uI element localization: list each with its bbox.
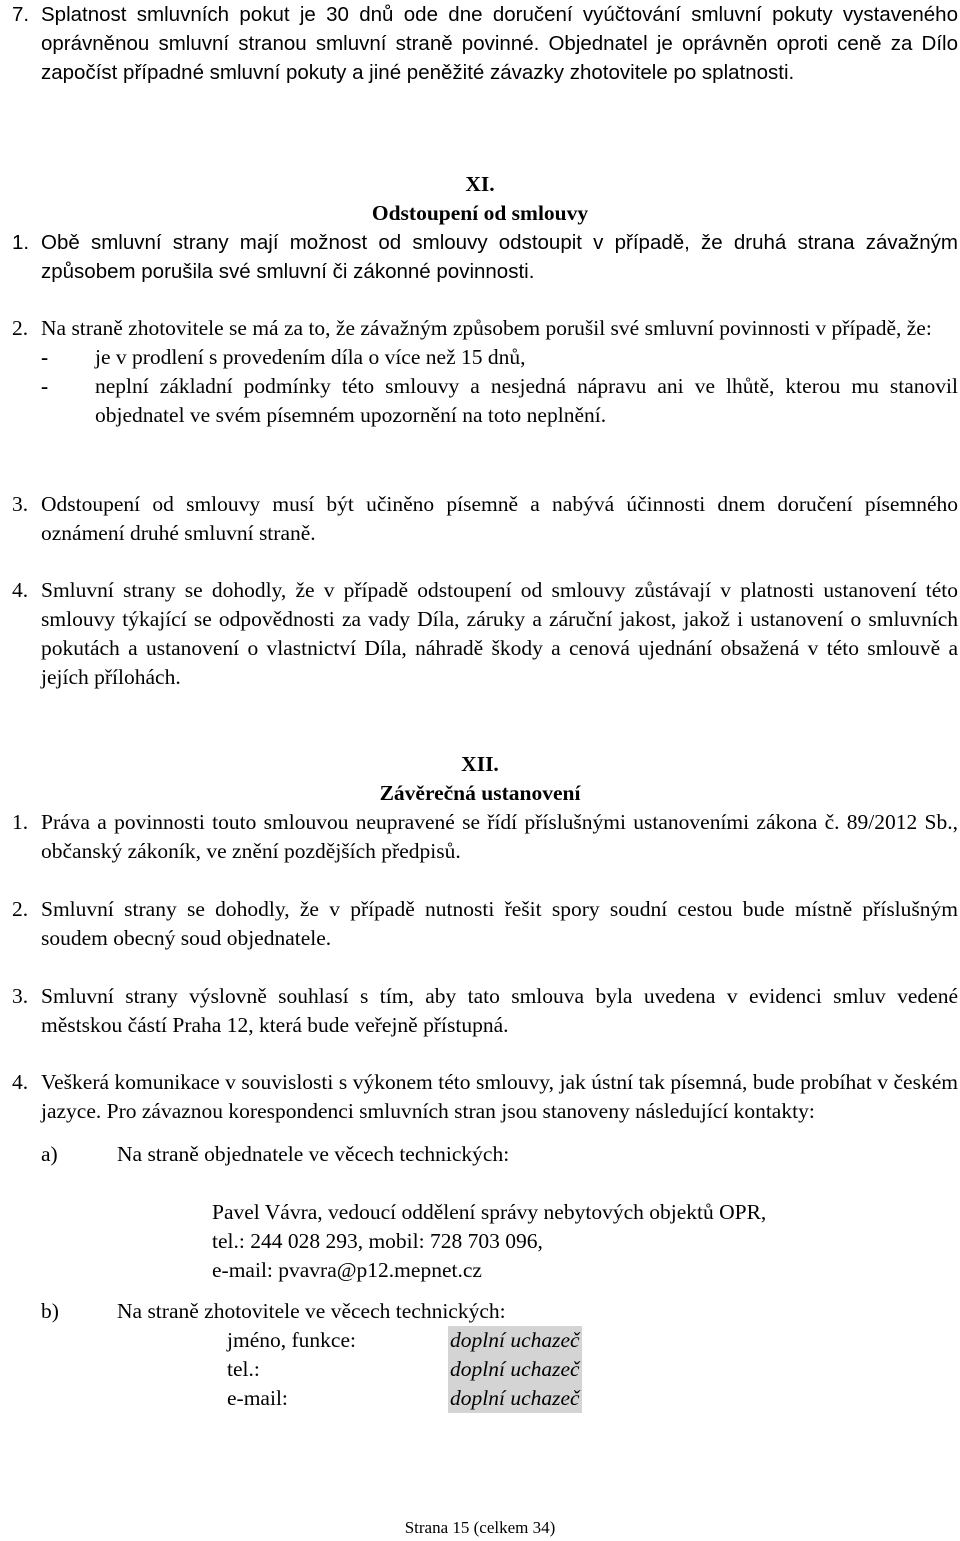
contact-b-letter: b) [41,1299,59,1323]
paragraph-text: Obě smluvní strany mají možnost od smlouvy odstoupit v případě, že druhá strana závažným způsobem porušila své smluvní či zákonné povinnosti. [41,231,958,283]
section-xii-paragraph-1 [12,808,958,866]
contact-b-heading: Na straně zhotovitele ve věcech technických: [117,1299,506,1323]
paragraph-text: Veškerá komunikace v souvislosti s výkonem této smlouvy, jak ústní tak písemná, bude probíhat v českém jazyce. Pro závaznou korespondenci smluvních stran jsou stanoveny následující kontakty: [41,1070,958,1123]
list-item-text: je v prodlení s provedením díla o více než 15 dnů, [95,345,526,369]
paragraph-7 [12,0,958,87]
contact-b-name-label: jméno, funkce: [227,1328,356,1352]
contact-b-email-placeholder: doplní uchazeč [448,1384,582,1413]
paragraph-text: Smluvní strany výslovně souhlasí s tím, aby tato smlouva byla uvedena v evidenci smluv vedené městskou částí Praha 12, která bude veřejně přístupná. [41,984,958,1037]
section-xii-paragraph-4 [12,1068,958,1126]
paragraph-text: Splatnost smluvních pokut je 30 dnů ode dne doručení vyúčtování smluvní pokuty vystaveného oprávněnou smluvní stranou smluvní straně povinné. Objednatel je oprávněn oproti ceně za Dílo započíst případné smluvní pokuty a jiné peněžité závazky zhotovitele po splatnosti. [41,3,958,84]
contact-a-letter: a) [41,1142,58,1166]
list-item [41,343,958,372]
paragraph-text: Odstoupení od smlouvy musí být učiněno písemně a nabývá účinnosti dnem doručení písemného oznámení druhé smluvní straně. [41,492,958,545]
paragraph-number: 2. [12,316,29,340]
paragraph-text: Smluvní strany se dohodly, že v případě nutnosti řešit spory soudní cestou bude místně příslušným soudem obecný soud objednatele. [41,897,958,950]
page-footer: Strana 15 (celkem 34) [404,1518,556,1537]
paragraph-number: 7. [12,3,30,26]
section-xi-paragraph-4 [12,576,958,692]
section-xii-title: Závěrečná ustanovení [379,781,581,805]
list-dash: - [41,345,49,369]
paragraph-number: 4. [12,578,29,602]
section-xi-paragraph-1 [12,228,958,286]
section-xi-number: XI. [465,172,495,196]
contact-b-phone-placeholder: doplní uchazeč [448,1355,582,1384]
contact-a-phone: tel.: 244 028 293, mobil: 728 703 096, [212,1229,543,1253]
contact-b-email-label: e-mail: [227,1386,288,1410]
condition-list [41,343,958,430]
contact-b-name-placeholder: doplní uchazeč [448,1326,582,1355]
contact-b-phone-label: tel.: [227,1357,260,1381]
contact-a-heading: Na straně objednatele ve věcech technických: [117,1142,510,1166]
list-item-text: neplní základní podmínky této smlouvy a nesjedná nápravu ani ve lhůtě, kterou mu stanovil objednatel ve svém písemném upozornění na toto neplnění. [95,374,958,427]
section-xi-paragraph-3 [12,490,958,548]
paragraph-number: 1. [12,231,30,254]
section-xii-number: XII. [461,752,499,776]
section-xii-paragraph-2 [12,895,958,953]
paragraph-number: 1. [12,810,29,834]
list-item [41,372,958,430]
section-xi-paragraph-2 [12,314,958,430]
paragraph-text: Práva a povinnosti touto smlouvou neupravené se řídí příslušnými ustanoveními zákona č. 89/2012 Sb., občanský zákoník, ve znění pozdějších předpisů. [41,810,958,863]
paragraph-number: 2. [12,897,29,921]
paragraph-number: 4. [12,1070,29,1094]
section-xii-paragraph-3 [12,982,958,1040]
paragraph-number: 3. [12,492,29,516]
paragraph-text: Na straně zhotovitele se má za to, že závažným způsobem porušil své smluvní povinnosti v případě, že: [41,316,932,340]
contact-a-name: Pavel Vávra, vedoucí oddělení správy nebytových objektů OPR, [212,1200,767,1224]
paragraph-number: 3. [12,984,29,1008]
contact-a-email: e-mail: pvavra@p12.mepnet.cz [212,1258,482,1282]
section-xi-title: Odstoupení od smlouvy [371,201,589,225]
paragraph-text: Smluvní strany se dohodly, že v případě odstoupení od smlouvy zůstávají v platnosti ustanovení této smlouvy týkající se odpovědnosti za vady Díla, záruky a záruční jakost, jakož i ustanovení o smluvních pokutách a ustanovení o vlastnictví Díla, náhradě škody a cenová ujednání obsažená v této smlouvě a jejích přílohách. [41,578,958,689]
list-dash: - [41,374,49,398]
